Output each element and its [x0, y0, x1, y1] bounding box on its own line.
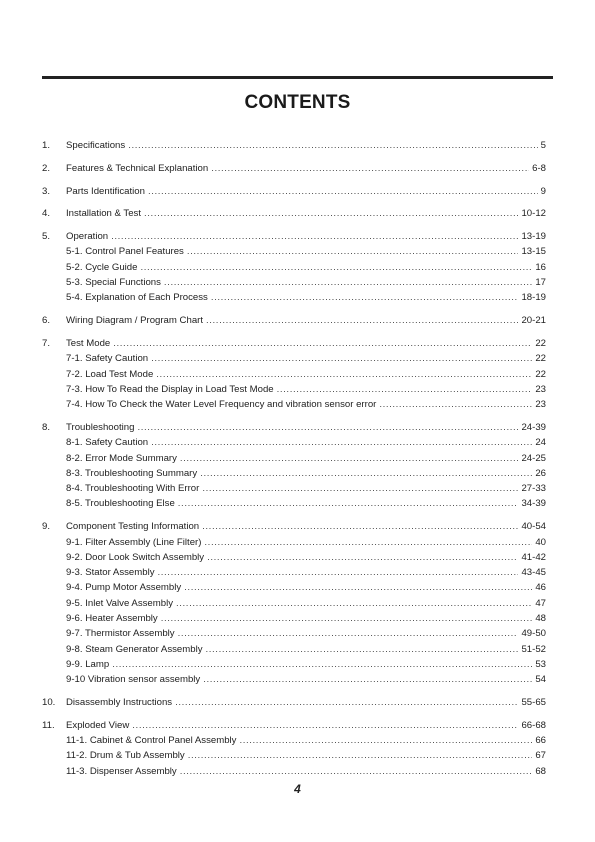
dot-leader [180, 451, 519, 466]
page-ref: 13-15 [521, 246, 546, 258]
toc-subentry[interactable] [42, 596, 546, 611]
section-number: 7. [42, 337, 51, 349]
dot-leader [128, 138, 537, 153]
page-ref: 22 [535, 337, 546, 349]
dot-leader [176, 596, 532, 611]
dot-leader [180, 764, 533, 779]
dot-leader [158, 565, 519, 580]
section-title: Operation [66, 231, 109, 243]
section-number: 9. [42, 521, 51, 533]
toc-entry[interactable] [42, 161, 546, 176]
toc-subentry[interactable] [42, 748, 546, 763]
page-ref: 54 [535, 674, 546, 686]
page-ref: 26 [535, 467, 546, 479]
section-title: Exploded View [66, 719, 130, 731]
toc-subentry[interactable] [42, 367, 546, 382]
table-of-contents [42, 138, 546, 786]
toc-subentry[interactable] [42, 481, 546, 496]
page-ref: 23 [535, 383, 546, 395]
section-number: 5. [42, 231, 51, 243]
dot-leader [148, 184, 538, 199]
page-ref: 10-12 [521, 208, 546, 220]
toc-subentry[interactable] [42, 451, 546, 466]
subsection-title: 7-2. Load Test Mode [66, 368, 154, 380]
toc-subentry[interactable] [42, 626, 546, 641]
subsection-title: 9-2. Door Look Switch Assembly [66, 551, 205, 563]
page-ref: 17 [535, 277, 546, 289]
dot-leader [144, 206, 518, 221]
dot-leader [164, 275, 532, 290]
page-ref: 51-52 [521, 643, 546, 655]
subsection-title: 9-10 Vibration sensor assembly [66, 674, 201, 686]
section-number: 6. [42, 315, 51, 327]
section-number: 3. [42, 185, 51, 197]
dot-leader [175, 695, 518, 710]
toc-subentry[interactable] [42, 657, 546, 672]
page-ref: 68 [535, 765, 546, 777]
toc-subentry[interactable] [42, 244, 546, 259]
toc-section [42, 138, 546, 153]
page-ref: 47 [535, 597, 546, 609]
page-ref: 13-19 [521, 231, 546, 243]
subsection-title: 8-3. Troubleshooting Summary [66, 467, 198, 479]
subsection-title: 9-1. Filter Assembly (Line Filter) [66, 536, 202, 548]
page-ref: 24 [535, 437, 546, 449]
dot-leader [277, 382, 533, 397]
toc-section [42, 519, 546, 687]
page-ref: 24-39 [521, 421, 546, 433]
section-title: Wiring Diagram / Program Chart [66, 315, 204, 327]
toc-entry[interactable] [42, 206, 546, 221]
toc-section [42, 420, 546, 512]
dot-leader [206, 313, 518, 328]
dot-leader [140, 260, 532, 275]
subsection-title: 11-3. Dispenser Assembly [66, 765, 177, 777]
dot-leader [112, 657, 532, 672]
toc-section [42, 336, 546, 412]
page-ref: 9 [540, 185, 546, 197]
page-ref: 20-21 [521, 315, 546, 327]
page-ref: 67 [535, 750, 546, 762]
dot-leader [151, 351, 532, 366]
page-title: CONTENTS [244, 92, 351, 113]
dot-leader [161, 611, 533, 626]
dot-leader [206, 642, 519, 657]
page-ref: 48 [535, 613, 546, 625]
section-number: 1. [42, 140, 51, 151]
dot-leader [187, 244, 519, 259]
toc-entry[interactable] [42, 420, 546, 435]
page-ref: 43-45 [521, 567, 546, 579]
dot-leader [132, 718, 518, 733]
section-title: Installation & Test [66, 208, 142, 220]
toc-subentry[interactable] [42, 496, 546, 511]
toc-entry[interactable] [42, 519, 546, 534]
subsection-title: 5-4. Explanation of Each Process [66, 292, 208, 304]
subsection-title: 8-5. Troubleshooting Else [66, 498, 175, 510]
section-title: Test Mode [66, 337, 111, 349]
toc-entry[interactable] [42, 336, 546, 351]
toc-subentry[interactable] [42, 466, 546, 481]
subsection-title: 8-4. Troubleshooting With Error [66, 483, 200, 495]
page-ref: 18-19 [521, 292, 546, 304]
subsection-title: 7-3. How To Read the Display in Load Test Mode [66, 383, 274, 395]
dot-leader [111, 229, 518, 244]
toc-subentry[interactable] [42, 580, 546, 595]
dot-leader [137, 420, 518, 435]
section-number: 11. [42, 719, 55, 731]
dot-leader [188, 748, 533, 763]
page-ref: 22 [535, 353, 546, 365]
toc-entry[interactable] [42, 695, 546, 710]
toc-section [42, 313, 546, 328]
dot-leader [178, 496, 519, 511]
subsection-title: 11-2. Drum & Tub Assembly [66, 750, 185, 762]
subsection-title: 8-1. Safety Caution [66, 437, 149, 449]
section-title: Specifications [66, 140, 126, 151]
toc-subentry[interactable] [42, 550, 546, 565]
dot-leader [204, 535, 532, 550]
subsection-title: 9-3. Stator Assembly [66, 567, 155, 579]
section-title: Disassembly Instructions [66, 697, 173, 708]
subsection-title: 9-5. Inlet Valve Assembly [66, 597, 174, 609]
toc-section [42, 695, 546, 710]
subsection-title: 7-4. How To Check the Water Level Frequency and vibration sensor error [66, 399, 377, 411]
page-ref: 22 [535, 368, 546, 380]
subsection-title: 9-7. Thermistor Assembly [66, 628, 175, 640]
page-ref: 53 [535, 658, 546, 670]
subsection-title: 5-2. Cycle Guide [66, 261, 138, 273]
page-ref: 66 [535, 735, 546, 747]
page-ref: 23 [535, 399, 546, 411]
toc-section [42, 206, 546, 221]
dot-leader [379, 397, 532, 412]
dot-leader [113, 336, 532, 351]
dot-leader [239, 733, 532, 748]
section-title: Parts Identification [66, 185, 145, 197]
page-ref: 46 [535, 582, 546, 594]
subsection-title: 9-9. Lamp [66, 658, 110, 670]
page-ref: 40 [535, 536, 546, 548]
section-title: Features & Technical Explanation [66, 162, 209, 174]
subsection-title: 5-3. Special Functions [66, 277, 161, 289]
toc-entry[interactable] [42, 718, 546, 733]
toc-entry[interactable] [42, 229, 546, 244]
section-number: 4. [42, 208, 51, 220]
toc-section [42, 184, 546, 199]
toc-subentry[interactable] [42, 611, 546, 626]
toc-subentry[interactable] [42, 672, 546, 687]
top-rule [42, 76, 553, 79]
page-ref: 24-25 [521, 452, 546, 464]
toc-section [42, 161, 546, 176]
toc-section [42, 229, 546, 305]
dot-leader [151, 435, 532, 450]
section-number: 10. [42, 697, 56, 708]
dot-leader [202, 481, 518, 496]
toc-entry[interactable] [42, 138, 546, 153]
toc-subentry[interactable] [42, 435, 546, 450]
page-ref: 41-42 [521, 551, 546, 563]
toc-subentry[interactable] [42, 642, 546, 657]
section-title: Component Testing Information [66, 521, 200, 533]
section-number: 8. [42, 421, 51, 433]
toc-subentry[interactable] [42, 733, 546, 748]
dot-leader [211, 161, 529, 176]
page-ref: 55-65 [521, 697, 546, 708]
subsection-title: 9-6. Heater Assembly [66, 613, 158, 625]
page-ref: 49-50 [521, 628, 546, 640]
page-ref: 40-54 [521, 521, 546, 533]
dot-leader [178, 626, 519, 641]
page-ref: 6-8 [532, 162, 546, 174]
page-ref: 27-33 [521, 483, 546, 495]
dot-leader [203, 672, 532, 687]
toc-subentry[interactable] [42, 535, 546, 550]
toc-subentry[interactable] [42, 764, 546, 779]
subsection-title: 11-1. Cabinet & Control Panel Assembly [66, 735, 237, 747]
toc-subentry[interactable] [42, 260, 546, 275]
toc-entry[interactable] [42, 313, 546, 328]
dot-leader [200, 466, 532, 481]
toc-subentry[interactable] [42, 565, 546, 580]
page-number: 4 [294, 782, 301, 796]
section-title: Troubleshooting [66, 421, 135, 433]
subsection-title: 9-8. Steam Generator Assembly [66, 643, 203, 655]
toc-subentry[interactable] [42, 290, 546, 305]
page-ref: 16 [535, 261, 546, 273]
dot-leader [207, 550, 518, 565]
dot-leader [211, 290, 519, 305]
toc-section [42, 718, 546, 779]
dot-leader [184, 580, 532, 595]
toc-entry[interactable] [42, 184, 546, 199]
toc-subentry[interactable] [42, 351, 546, 366]
subsection-title: 9-4. Pump Motor Assembly [66, 582, 182, 594]
page-ref: 66-68 [521, 719, 546, 731]
subsection-title: 8-2. Error Mode Summary [66, 452, 177, 464]
page-ref: 34-39 [521, 498, 546, 510]
dot-leader [202, 519, 518, 534]
toc-subentry[interactable] [42, 397, 546, 412]
toc-subentry[interactable] [42, 382, 546, 397]
toc-subentry[interactable] [42, 275, 546, 290]
section-number: 2. [42, 162, 51, 174]
dot-leader [156, 367, 532, 382]
subsection-title: 5-1. Control Panel Features [66, 246, 184, 258]
subsection-title: 7-1. Safety Caution [66, 353, 149, 365]
page-ref: 5 [540, 140, 546, 151]
